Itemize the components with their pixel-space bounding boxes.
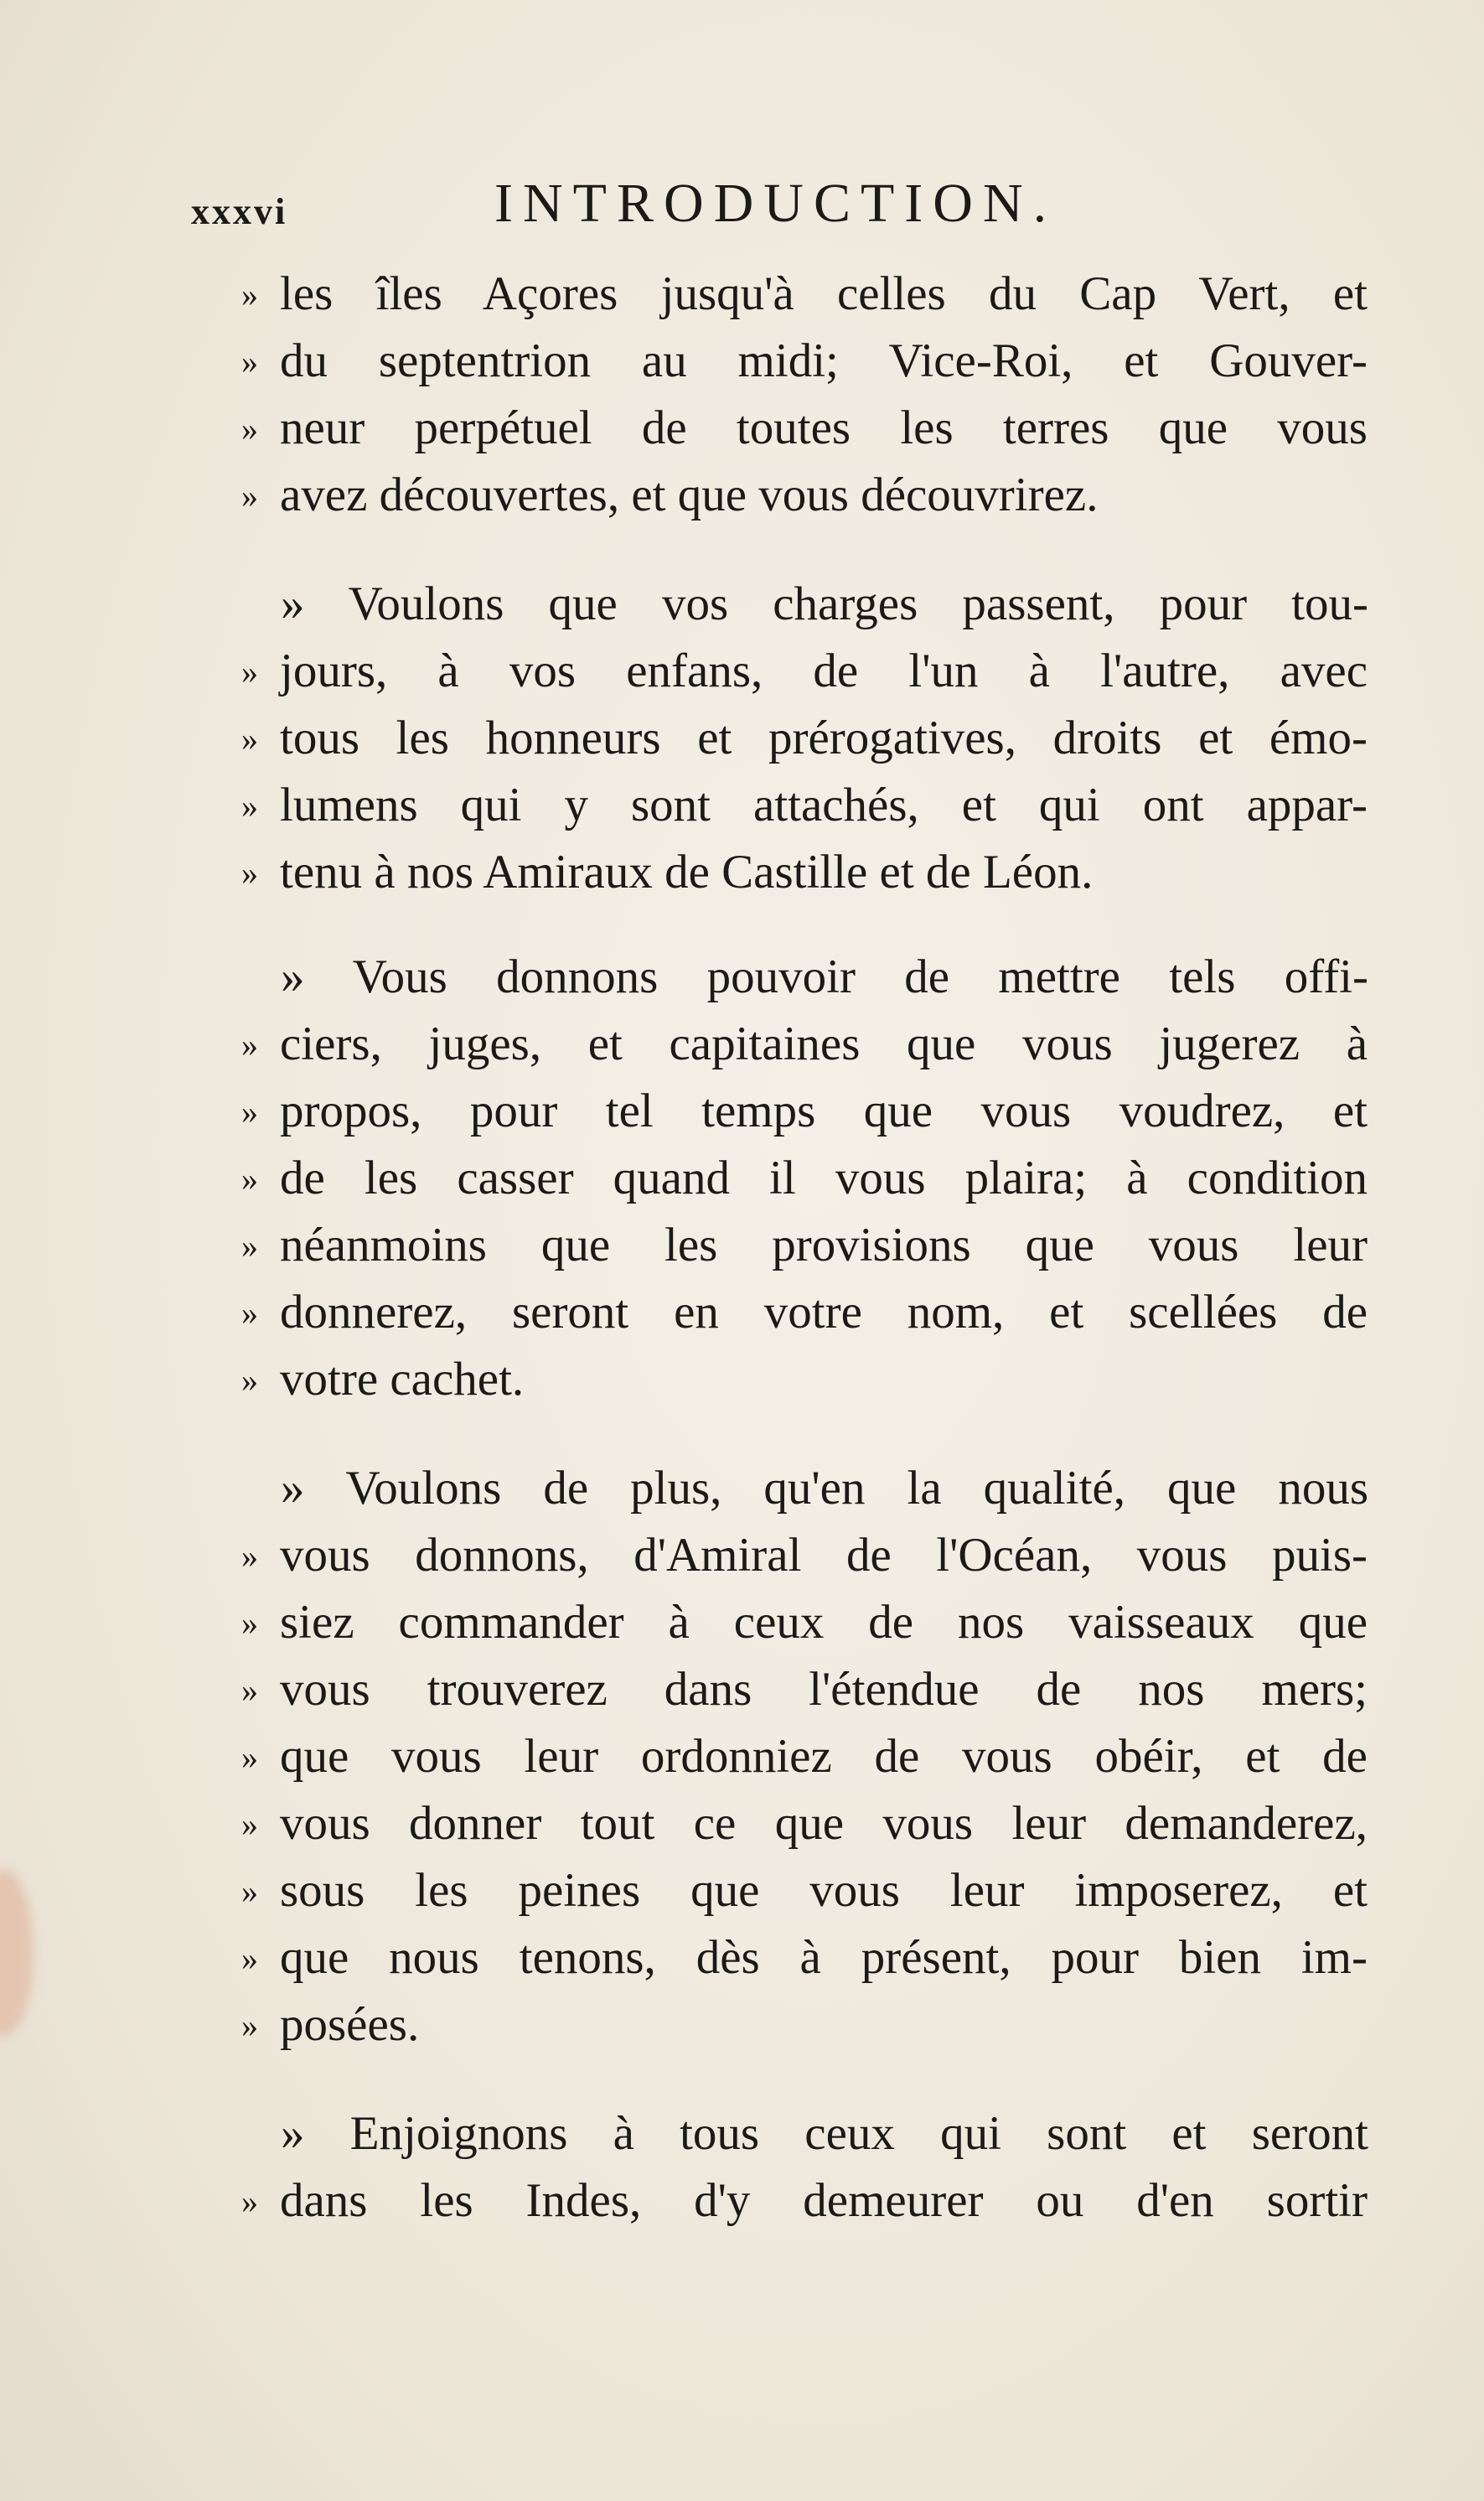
line-text: » Voulons que vos charges passent, pour tou- [281,577,1368,630]
quote-mark: » [241,1294,258,1332]
quote-mark: » [241,343,258,381]
line-text: avez découvertes, et que vous découvrirez. [280,469,1099,521]
line-text: néanmoins que les provisions que vous leur [280,1219,1368,1271]
quote-mark: » [241,1537,258,1575]
page-number: xxxvi [191,191,288,232]
line-text: jours, à vos enfans, de l'un à l'autre, avec [280,645,1368,697]
quote-mark: » [241,1361,258,1399]
line-text: siez commander à ceux de nos vaisseaux que [280,1596,1368,1649]
line-text: que nous tenons, dès à présent, pour bien im- [280,1931,1368,1984]
quote-mark: » [241,720,258,758]
line-text: vous trouverez dans l'étendue de nos mers; [280,1663,1368,1716]
line-text: neur perpétuel de toutes les terres que vous [280,401,1368,454]
line-text: » Enjoignons à tous ceux qui sont et seront [281,2107,1368,2160]
line-text: votre cachet. [280,1353,525,1406]
page-stain [0,1869,34,2037]
line-text: de les casser quand il vous plaira; à condition [280,1152,1368,1204]
line-text: du septentrion au midi; Vice-Roi, et Gouver- [280,334,1368,387]
quote-mark: » [241,1805,258,1843]
quote-mark: » [241,410,258,448]
line-text: vous donner tout ce que vous leur demanderez, [280,1797,1368,1850]
quote-mark: » [241,653,258,691]
quote-mark: » [241,1738,258,1776]
quote-mark: » [241,854,258,892]
quote-mark: » [241,1093,258,1131]
quote-mark: » [241,1026,258,1064]
quote-mark: » [241,1939,258,1977]
running-title: INTRODUCTION. [494,173,1057,234]
quote-mark: » [241,276,258,313]
line-text: » Voulons de plus, qu'en la qualité, que nous [281,1462,1368,1515]
quote-mark: » [241,1604,258,1642]
line-text: vous donnons, d'Amiral de l'Océan, vous puis- [280,1529,1368,1582]
line-text: que vous leur ordonniez de vous obéir, et de [280,1730,1368,1783]
line-text: lumens qui y sont attachés, et qui ont appar- [280,779,1368,831]
quote-mark: » [241,1160,258,1198]
quote-mark: » [241,1227,258,1265]
line-text: ciers, juges, et capitaines que vous jugerez à [280,1017,1368,1070]
quote-mark: » [241,2006,258,2044]
line-text: dans les Indes, d'y demeurer ou d'en sortir [280,2174,1368,2227]
line-text: tous les honneurs et prérogatives, droits et émo- [280,712,1368,764]
line-text: » Vous donnons pouvoir de mettre tels offi- [281,950,1368,1003]
line-text: posées. [280,1998,420,2051]
quote-mark: » [241,1872,258,1910]
quote-mark: » [241,1671,258,1709]
line-text: donnerez, seront en votre nom, et scellées de [280,1286,1368,1339]
quote-mark: » [241,787,258,825]
page-header [0,172,1484,247]
line-text: propos, pour tel temps que vous voudrez, et [280,1085,1368,1137]
line-text: tenu à nos Amiraux de Castille et de Léon. [280,846,1094,898]
quote-mark: » [241,477,258,515]
quote-mark: » [241,2183,258,2220]
line-text: les îles Açores jusqu'à celles du Cap Vert, et [280,267,1368,320]
line-text: sous les peines que vous leur imposerez, et [280,1864,1368,1917]
